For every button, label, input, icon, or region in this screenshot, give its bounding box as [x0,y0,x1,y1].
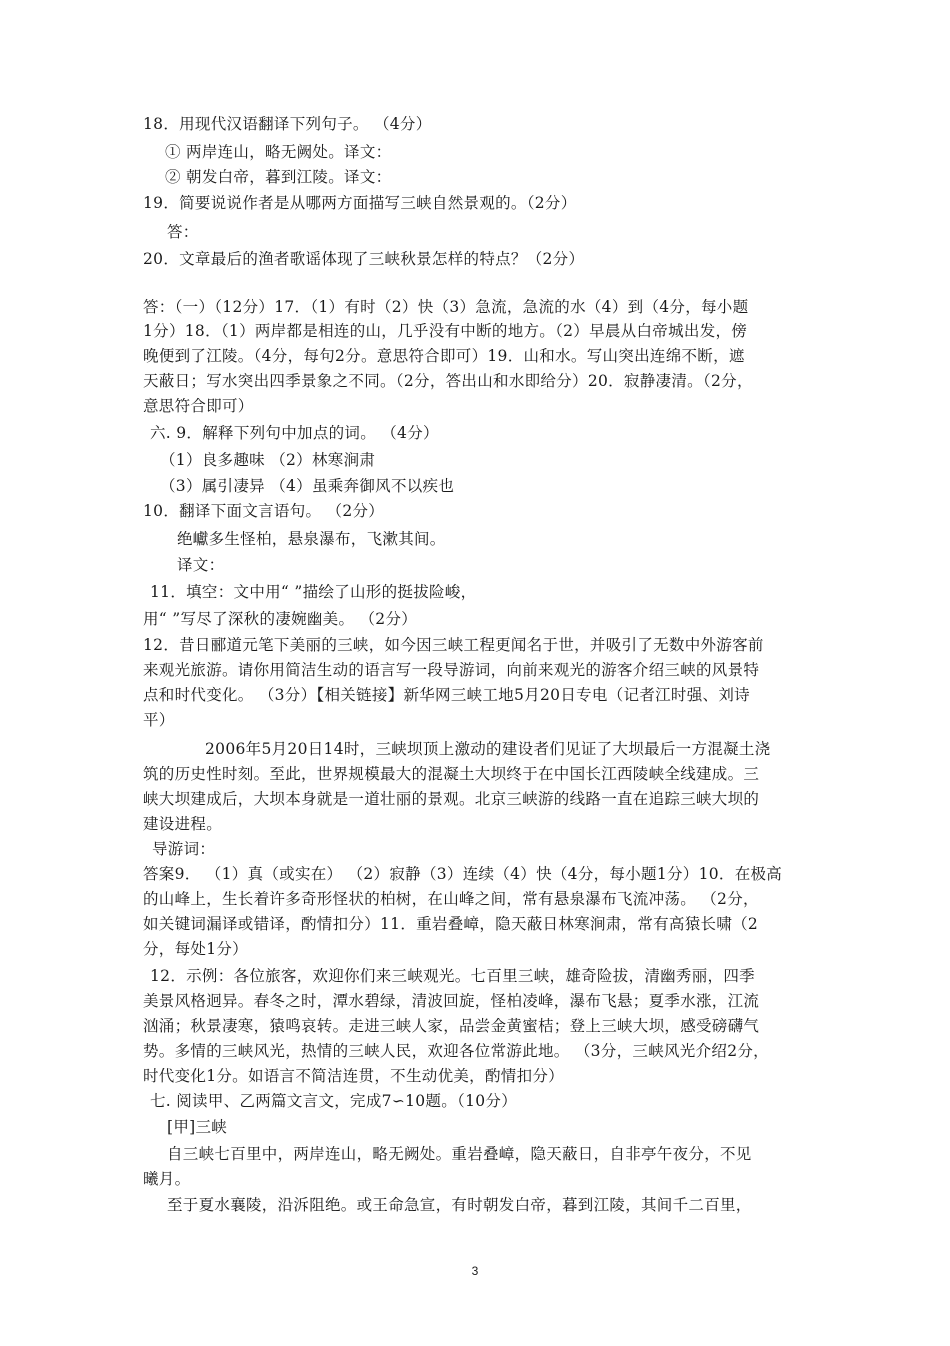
question-12-line: 平） [143,711,175,729]
question-12-line: 12．昔日郦道元笔下美丽的三峡，如今因三峡工程更闻名于世，并吸引了无数中外游客前 [143,636,764,654]
answer-block-line: 晚便到了江陵。（4分，每句2分。意思符合即可）19．山和水。写山突出连绵不断，遮 [143,347,745,365]
section-6-question-9: 六. 9．解释下列句中加点的词。 （4分） [150,424,439,442]
text-a-paragraph-line: 自三峡七百里中，两岸连山，略无阙处。重岩叠嶂，隐天蔽日，自非亭午夜分，不见 [167,1145,752,1163]
sample-answer-line: 汹涌；秋景凄寒，猿鸣哀转。走进三峡人家，品尝金黄蜜桔；登上三峡大坝，感受磅礴气 [143,1017,760,1035]
news-paragraph-line: 筑的历史性时刻。至此，世界规模最大的混凝土大坝终于在中国长江西陵峡全线建成。三 [143,765,760,783]
page-number: 3 [471,1264,479,1278]
answer-block-line: 意思符合即可） [143,397,254,415]
question-20: 20．文章最后的渔者歌谣体现了三峡秋景怎样的特点？（2分） [143,250,585,268]
question-10-sentence: 绝巘多生怪柏，悬泉瀑布，飞漱其间。 [177,530,446,548]
answer-key-line: 如关键词漏译或错译，酌情扣分）11．重岩叠嶂，隐天蔽日林寒涧肃，常有高猿长啸（2 [143,915,759,933]
answer-key-line: 答案9． （1）真（或实在） （2）寂静（3）连续（4）快（4分，每小题1分）10．在极高 [143,865,783,883]
answer-block-line: 天蔽日；写水突出四季景象之不同。（2分，答出山和水即给分）20．寂静凄清。（2分， [143,372,753,390]
question-12-line: 点和时代变化。 （3分）【相关链接】新华网三峡工地5月20日专电（记者江时强、刘诗 [143,686,750,704]
answer-block-line: 1分）18．（1）两岸都是相连的山，几乎没有中断的地方。（2）早晨从白帝城出发，傍 [143,322,748,340]
text-a-title: [甲]三峡 [167,1118,228,1136]
sample-answer-line: 势。多情的三峡风光，热情的三峡人民，欢迎各位常游此地。 （3分，三峡风光介绍2分， [143,1042,769,1060]
section-7-heading: 七. 阅读甲、乙两篇文言文，完成7∽10题。（10分） [150,1092,518,1110]
news-paragraph-line: 2006年5月20日14时，三峡坝顶上激动的建设者们见证了大坝最后一方混凝土浇 [205,740,771,758]
text-a-paragraph-line: 至于夏水襄陵，沿泝阻绝。或王命急宣，有时朝发白帝，暮到江陵，其间千二百里， [167,1196,752,1214]
question-9-items: （3）属引凄异 （4）虽乘奔御风不以疾也 [160,477,455,495]
answer-label: 答： [167,223,199,241]
sample-answer-line: 12．示例：各位旅客，欢迎你们来三峡观光。七百里三峡，雄奇险拔，清幽秀丽，四季 [150,967,755,985]
answer-key-line: 的山峰上，生长着许多奇形怪状的柏树，在山峰之间，常有悬泉瀑布飞流冲荡。 （2分， [143,890,759,908]
question-18-item-1: ① 两岸连山，略无阙处。译文： [165,143,392,161]
question-11-cont: 用“ ”写尽了深秋的凄婉幽美。 （2分） [143,610,418,628]
sample-answer-line: 美景风格迥异。春冬之时，潭水碧绿，清波回旋，怪柏凌峰，瀑布飞悬；夏季水涨，江流 [143,992,760,1010]
text-a-paragraph-line: 曦月。 [143,1170,191,1188]
translation-label: 译文： [177,556,225,574]
question-11: 11．填空：文中用“ ”描绘了山形的挺拔险峻， [150,583,477,601]
news-paragraph-line: 峡大坝建成后，大坝本身就是一道壮丽的景观。北京三峡游的线路一直在追踪三峡大坝的 [143,790,760,808]
question-18: 18．用现代汉语翻译下列句子。 （4分） [143,115,432,133]
question-19: 19．简要说说作者是从哪两方面描写三峡自然景观的。（2分） [143,194,577,212]
news-paragraph-line: 建设进程。 [143,815,223,833]
question-9-items: （1）良多趣味 （2）林寒涧肃 [160,451,376,469]
answer-key-line: 分，每处1分） [143,940,248,958]
question-18-item-2: ② 朝发白帝，暮到江陵。译文： [165,168,392,186]
question-10: 10．翻译下面文言语句。 （2分） [143,502,385,520]
guide-words-label: 导游词： [152,840,216,858]
sample-answer-line: 时代变化1分。如语言不简洁连贯，不生动优美，酌情扣分） [143,1067,564,1085]
answer-block-line: 答：（一）（12分）17．（1）有时（2）快（3）急流，急流的水（4）到（4分，每小题 [143,298,749,316]
question-12-line: 来观光旅游。请你用简洁生动的语言写一段导游词，向前来观光的游客介绍三峡的风景特 [143,661,760,679]
